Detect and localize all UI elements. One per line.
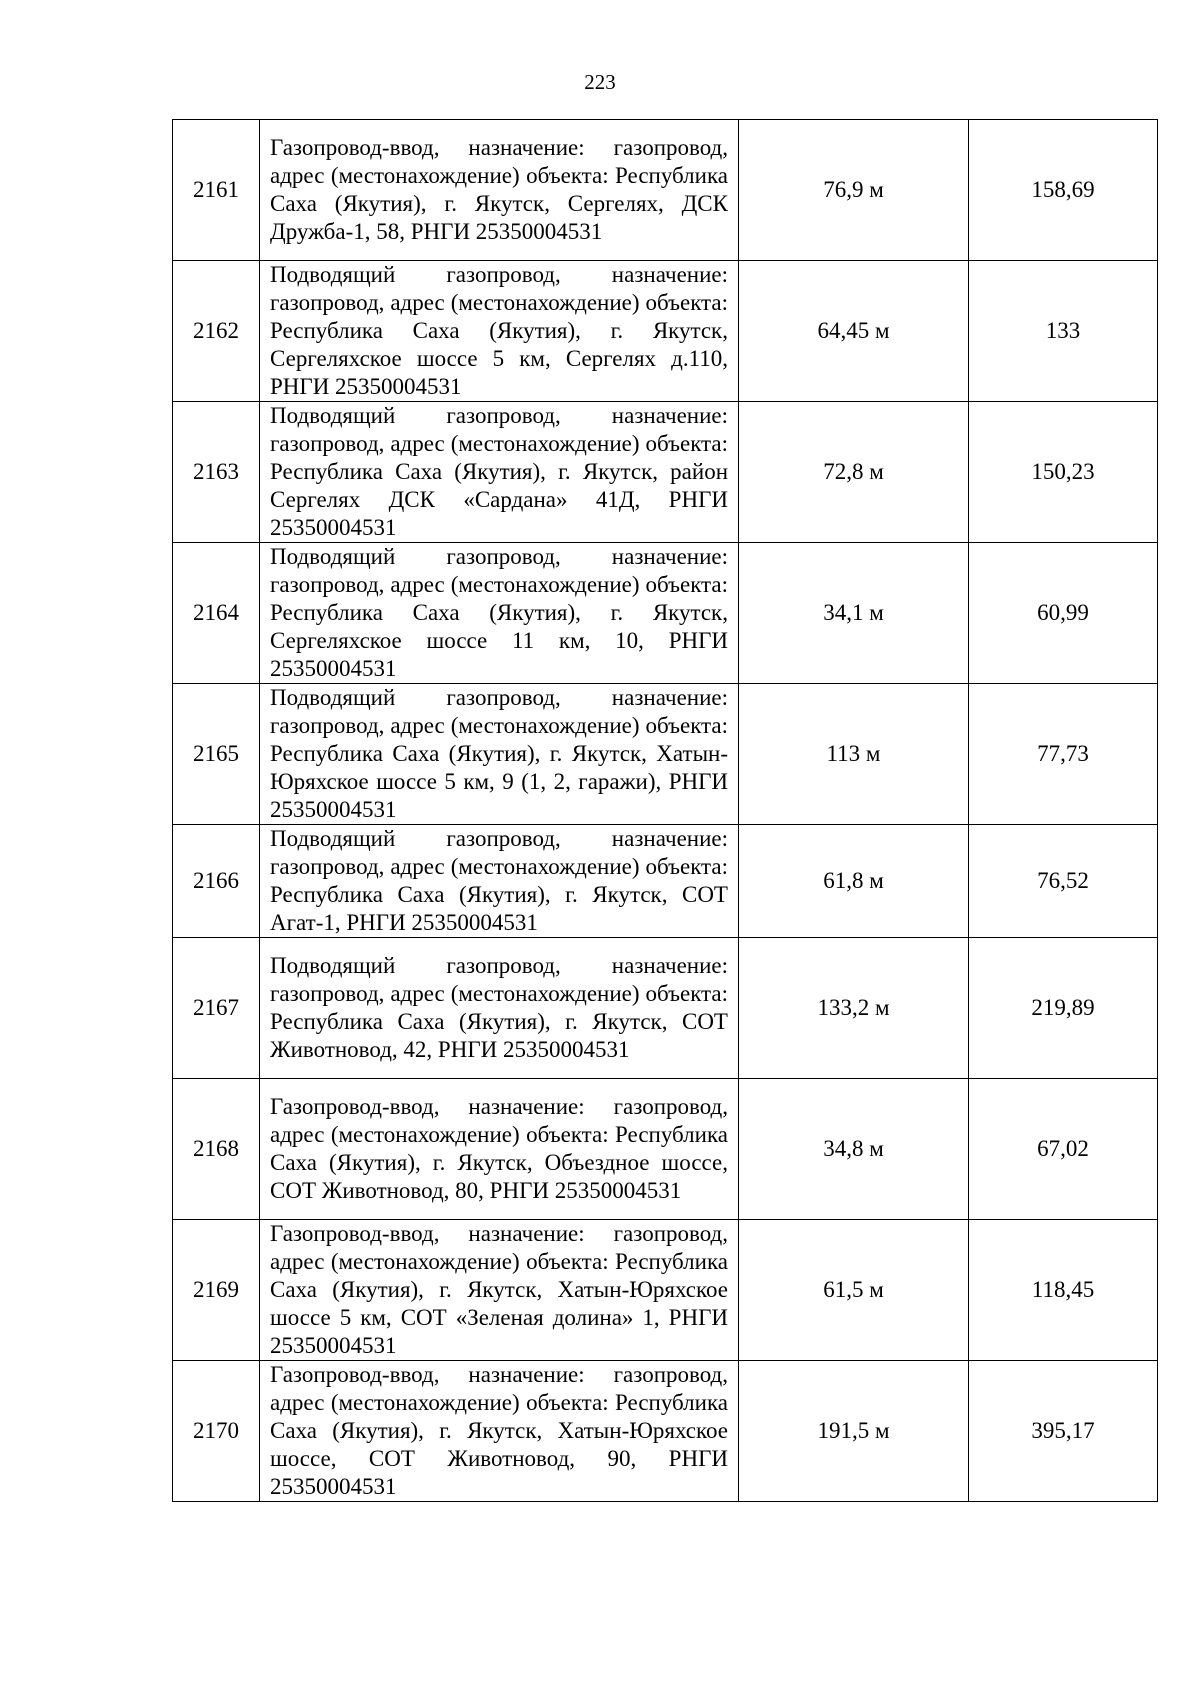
value-cell: 77,73 <box>969 684 1158 825</box>
length-cell: 34,1 м <box>739 543 969 684</box>
description-cell: Подводящий газопровод, назначение: газопровод, адрес (местонахождение) объекта: Республика Саха (Якутия), г. Якутск, Хатын-Юряхское шоссе 5 км, 9 (1, 2, гаражи), РНГИ 25350004531 <box>260 684 739 825</box>
table-row <box>173 684 1158 825</box>
table-row <box>173 1220 1158 1361</box>
row-number-cell: 2162 <box>173 261 260 402</box>
table-row <box>173 120 1158 261</box>
length-cell: 113 м <box>739 684 969 825</box>
value-cell: 150,23 <box>969 402 1158 543</box>
description-cell: Подводящий газопровод, назначение: газопровод, адрес (местонахождение) объекта: Республика Саха (Якутия), г. Якутск, СОТ Животновод, 42, РНГИ 25350004531 <box>260 938 739 1079</box>
table-row <box>173 261 1158 402</box>
row-number-cell: 2163 <box>173 402 260 543</box>
length-cell: 61,5 м <box>739 1220 969 1361</box>
value-cell: 133 <box>969 261 1158 402</box>
description-cell: Подводящий газопровод, назначение: газопровод, адрес (местонахождение) объекта: Республика Саха (Якутия), г. Якутск, район Сергелях ДСК «Сардана» 41Д, РНГИ 25350004531 <box>260 402 739 543</box>
description-cell: Подводящий газопровод, назначение: газопровод, адрес (местонахождение) объекта: Республика Саха (Якутия), г. Якутск, Сергеляхское шоссе 11 км, 10, РНГИ 25350004531 <box>260 543 739 684</box>
description-cell: Газопровод-ввод, назначение: газопровод, адрес (местонахождение) объекта: Республика Саха (Якутия), г. Якутск, Хатын-Юряхское шоссе 5 км, СОТ «Зеленая долина» 1, РНГИ 25350004531 <box>260 1220 739 1361</box>
registry-table <box>172 119 1158 1502</box>
row-number-cell: 2169 <box>173 1220 260 1361</box>
value-cell: 219,89 <box>969 938 1158 1079</box>
value-cell: 118,45 <box>969 1220 1158 1361</box>
row-number-cell: 2166 <box>173 825 260 938</box>
value-cell: 76,52 <box>969 825 1158 938</box>
value-cell: 60,99 <box>969 543 1158 684</box>
row-number-cell: 2164 <box>173 543 260 684</box>
description-cell: Подводящий газопровод, назначение: газопровод, адрес (местонахождение) объекта: Республика Саха (Якутия), г. Якутск, Сергеляхское шоссе 5 км, Сергелях д.110, РНГИ 25350004531 <box>260 261 739 402</box>
length-cell: 34,8 м <box>739 1079 969 1220</box>
description-cell: Газопровод-ввод, назначение: газопровод, адрес (местонахождение) объекта: Республика Саха (Якутия), г. Якутск, Объездное шоссе, СОТ Животновод, 80, РНГИ 25350004531 <box>260 1079 739 1220</box>
description-cell: Подводящий газопровод, назначение: газопровод, адрес (местонахождение) объекта: Республика Саха (Якутия), г. Якутск, СОТ Агат-1, РНГИ 25350004531 <box>260 825 739 938</box>
table-row <box>173 825 1158 938</box>
page-number: 223 <box>584 70 616 94</box>
row-number-cell: 2167 <box>173 938 260 1079</box>
length-cell: 76,9 м <box>739 120 969 261</box>
table-row <box>173 938 1158 1079</box>
length-cell: 64,45 м <box>739 261 969 402</box>
value-cell: 158,69 <box>969 120 1158 261</box>
row-number-cell: 2170 <box>173 1361 260 1502</box>
row-number-cell: 2168 <box>173 1079 260 1220</box>
value-cell: 395,17 <box>969 1361 1158 1502</box>
row-number-cell: 2165 <box>173 684 260 825</box>
length-cell: 191,5 м <box>739 1361 969 1502</box>
table-row <box>173 543 1158 684</box>
table-row <box>173 1361 1158 1502</box>
description-cell: Газопровод-ввод, назначение: газопровод, адрес (местонахождение) объекта: Республика Саха (Якутия), г. Якутск, Хатын-Юряхское шоссе, СОТ Животновод, 90, РНГИ 25350004531 <box>260 1361 739 1502</box>
description-cell: Газопровод-ввод, назначение: газопровод, адрес (местонахождение) объекта: Республика Саха (Якутия), г. Якутск, Сергелях, ДСК Дружба-1, 58, РНГИ 25350004531 <box>260 120 739 261</box>
value-cell: 67,02 <box>969 1079 1158 1220</box>
length-cell: 72,8 м <box>739 402 969 543</box>
table-row <box>173 402 1158 543</box>
length-cell: 61,8 м <box>739 825 969 938</box>
row-number-cell: 2161 <box>173 120 260 261</box>
table-row <box>173 1079 1158 1220</box>
length-cell: 133,2 м <box>739 938 969 1079</box>
